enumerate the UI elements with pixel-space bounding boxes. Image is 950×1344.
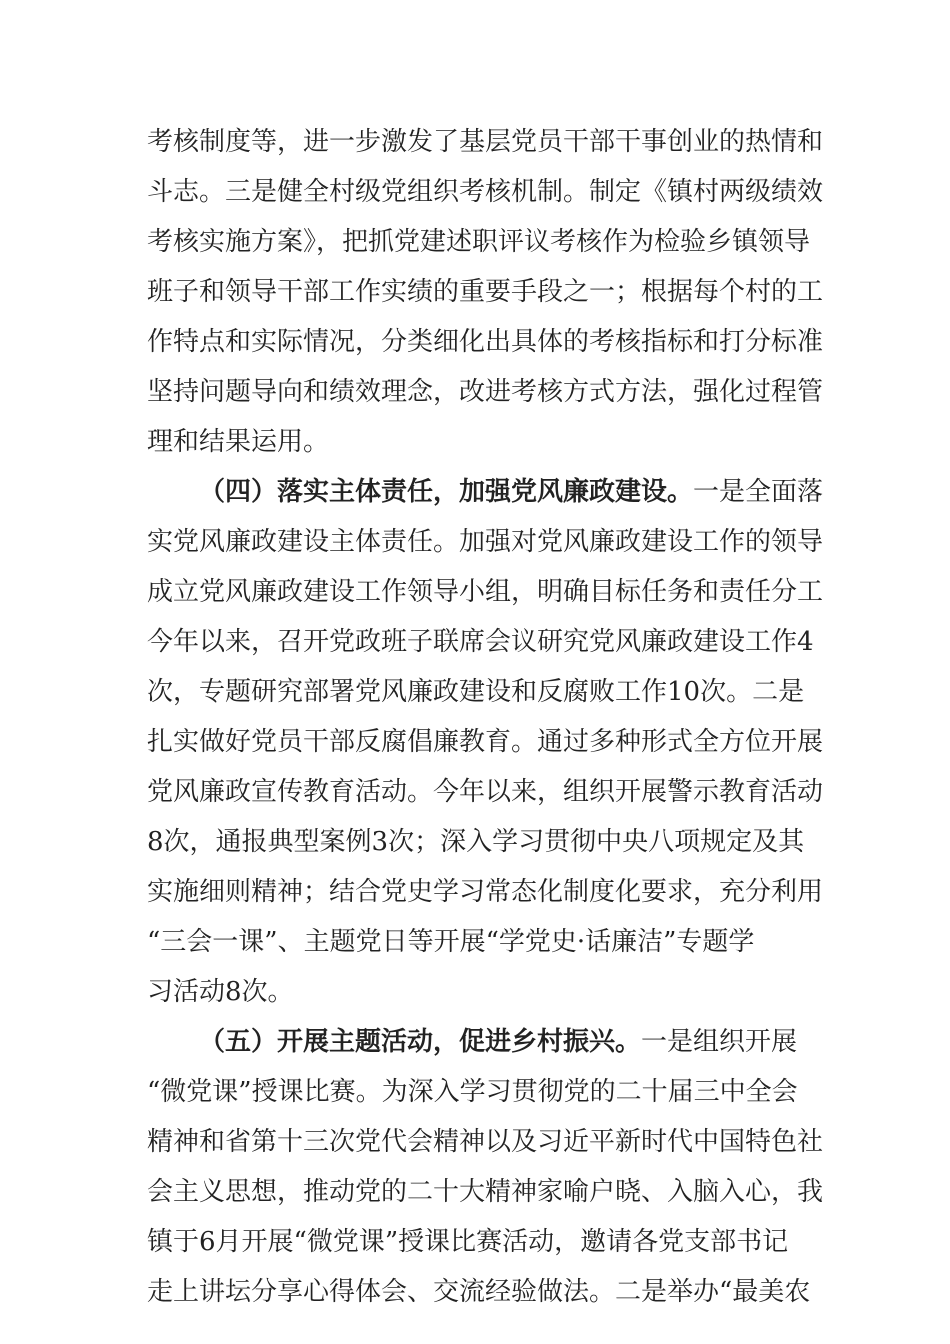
body-line: 习活动8次。	[147, 977, 294, 1007]
body-line: 扎实做好党员干部反腐倡廉教育。通过多种形式全方位开展	[147, 727, 824, 757]
body-line: 坚持问题导向和绩效理念，改进考核方式方法，强化过程管	[147, 377, 824, 407]
body-line: 镇于6月开展“微党课”授课比赛活动，邀请各党支部书记	[147, 1227, 789, 1257]
body-line: 理和结果运用。	[147, 427, 330, 457]
body-line: 成立党风廉政建设工作领导小组，明确目标任务和责任分工	[147, 577, 824, 607]
body-line: 考核实施方案》，把抓党建述职评议考核作为检验乡镇领导	[147, 227, 811, 257]
body-line: 作特点和实际情况，分类细化出具体的考核指标和打分标准	[147, 327, 824, 357]
body-line: “微党课”授课比赛。为深入学习贯彻党的二十届三中全会	[147, 1077, 798, 1107]
section-5-lead-text: 一是组织开展	[641, 1027, 798, 1057]
body-line: 班子和领导干部工作实绩的重要手段之一；根据每个村的工	[147, 277, 824, 307]
body-line: 次，专题研究部署党风廉政建设和反腐败工作10次。二是	[147, 677, 805, 707]
body-line: 今年以来，召开党政班子联席会议研究党风廉政建设工作4	[147, 627, 814, 657]
section-4-heading: （四）落实主体责任，加强党风廉政建设。	[199, 477, 694, 507]
body-line: “三会一课”、主题党日等开展“学党史·话廉洁”专题学	[147, 927, 755, 957]
body-line: 8次，通报典型案例3次；深入学习贯彻中央八项规定及其	[147, 827, 805, 857]
body-line: 斗志。三是健全村级党组织考核机制。制定《镇村两级绩效	[147, 177, 824, 207]
body-line: 精神和省第十三次党代会精神以及习近平新时代中国特色社	[147, 1127, 824, 1157]
section-4-paragraph-start	[199, 474, 823, 510]
body-line: 实党风廉政建设主体责任。加强对党风廉政建设工作的领导	[147, 527, 824, 557]
body-line: 党风廉政宣传教育活动。今年以来，组织开展警示教育活动	[147, 777, 824, 807]
section-5-paragraph-start	[199, 1024, 797, 1060]
body-line: 走上讲坛分享心得体会、交流经验做法。二是举办“最美农	[147, 1277, 811, 1307]
body-line: 考核制度等，进一步激发了基层党员干部干事创业的热情和	[147, 127, 824, 157]
body-line: 会主义思想，推动党的二十大精神家喻户晓、入脑入心，我	[147, 1177, 824, 1207]
body-line: 实施细则精神；结合党史学习常态化制度化要求，充分利用	[147, 877, 824, 907]
section-4-lead-text: 一是全面落	[693, 477, 824, 507]
section-5-heading: （五）开展主题活动，促进乡村振兴。	[199, 1027, 642, 1057]
